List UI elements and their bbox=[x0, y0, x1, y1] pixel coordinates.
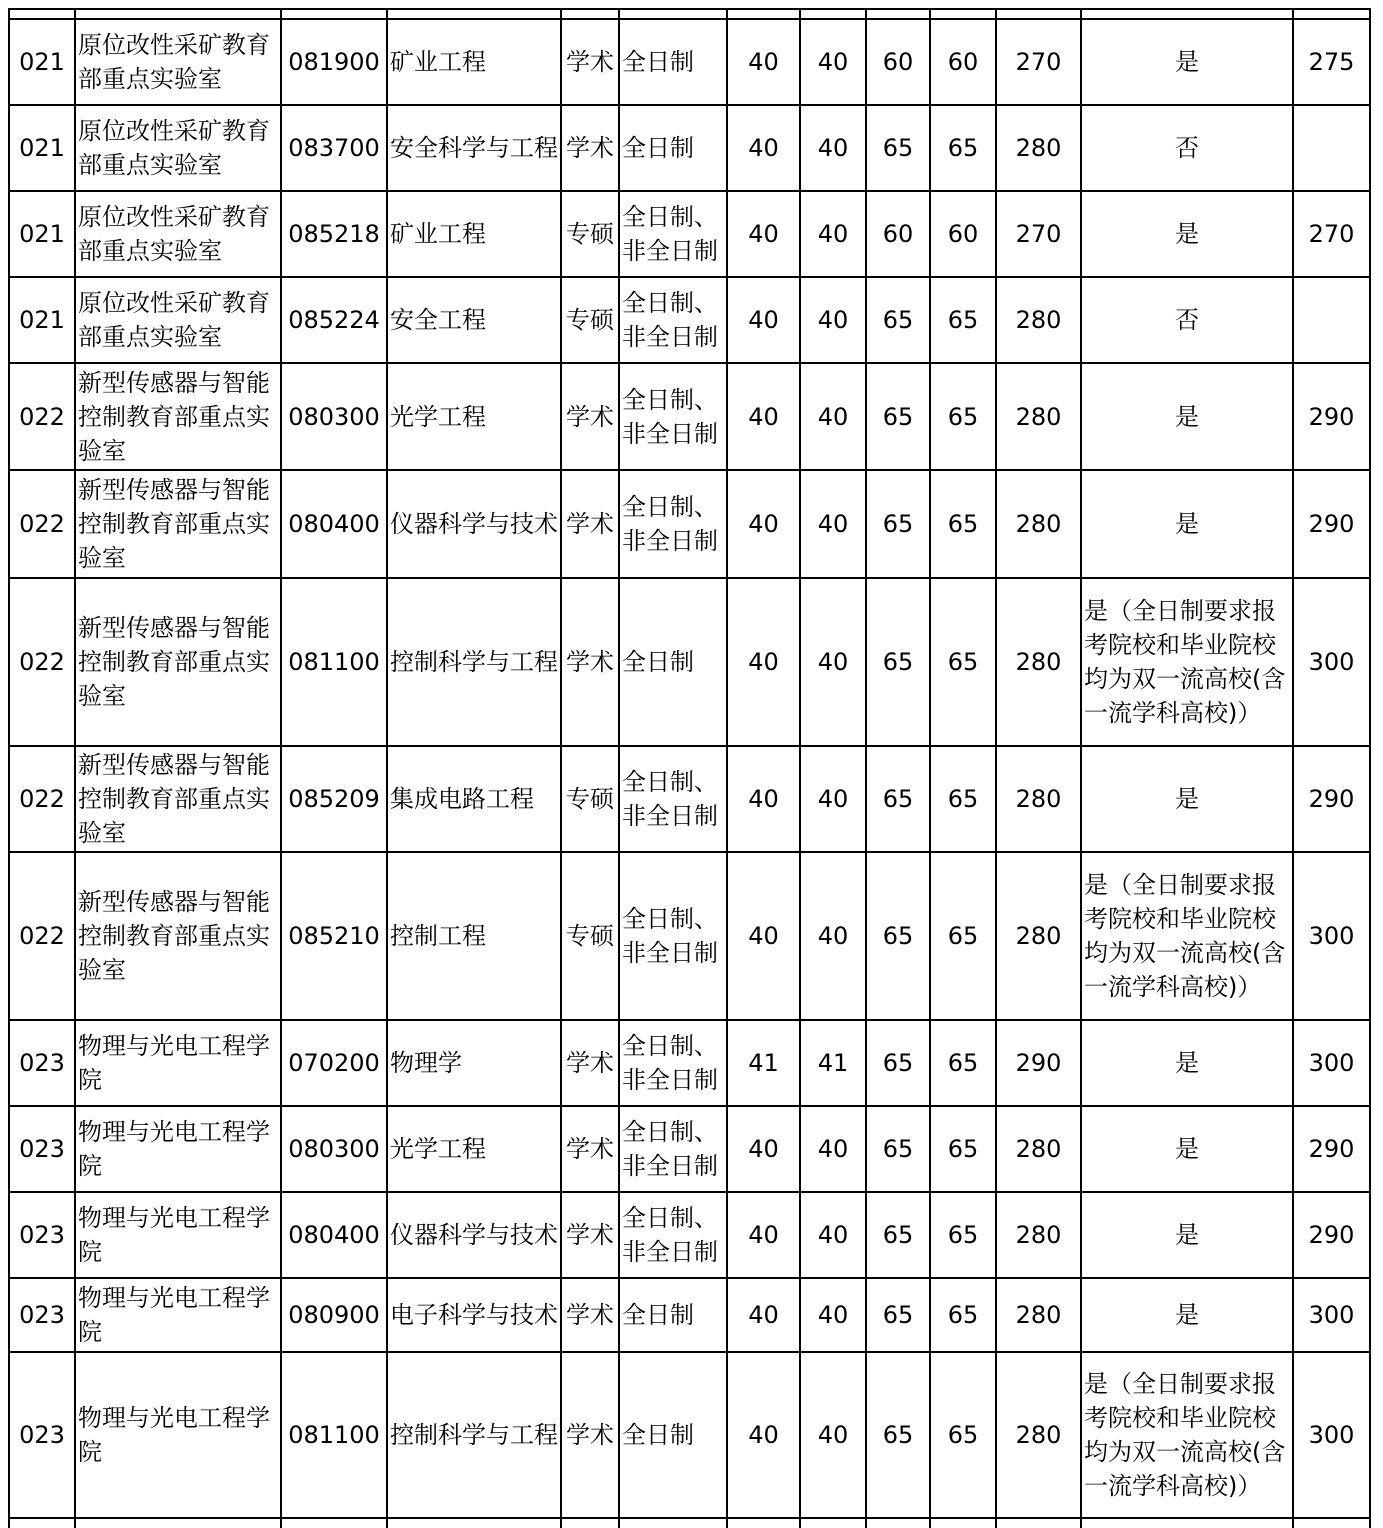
unit-name-cell: 原位改性采矿教育部重点实验室 bbox=[75, 19, 281, 105]
subject1-score-cell: 40 bbox=[727, 1192, 800, 1278]
degree-type-cell: 学术 bbox=[561, 105, 619, 191]
unit-code-cell: 022 bbox=[9, 470, 75, 578]
line-score-cell: 300 bbox=[1293, 578, 1370, 746]
unit-code-cell: 023 bbox=[9, 1020, 75, 1106]
subject2-score-cell: 40 bbox=[800, 746, 866, 852]
study-mode-cell: 全日制、非全日制 bbox=[619, 470, 727, 578]
major-name-cell: 安全科学与工程 bbox=[387, 105, 561, 191]
table-row bbox=[9, 19, 1370, 105]
subject3-score-cell: 60 bbox=[866, 191, 930, 277]
degree-type-cell: 学术 bbox=[561, 363, 619, 470]
unit-code-cell: 023 bbox=[9, 1352, 75, 1518]
subject1-score-cell: 40 bbox=[727, 852, 800, 1020]
subject2-score-cell: 40 bbox=[800, 578, 866, 746]
line-score-cell: 290 bbox=[1293, 470, 1370, 578]
degree-type-cell: 学术 bbox=[561, 1106, 619, 1192]
total-score-cell: 280 bbox=[996, 1106, 1081, 1192]
major-name-cell: 控制工程 bbox=[387, 852, 561, 1020]
adjustment-cell: 否 bbox=[1081, 105, 1293, 191]
subject3-score-cell: 65 bbox=[866, 1278, 930, 1352]
subject3-score-cell: 65 bbox=[866, 277, 930, 363]
subject3-score-cell: 65 bbox=[866, 1192, 930, 1278]
subject2-score-cell: 40 bbox=[800, 470, 866, 578]
subject3-score-cell: 65 bbox=[866, 1106, 930, 1192]
total-score-cell: 280 bbox=[996, 470, 1081, 578]
unit-code-cell: 023 bbox=[9, 1278, 75, 1352]
unit-name-cell: 原位改性采矿教育部重点实验室 bbox=[75, 277, 281, 363]
table-row bbox=[9, 470, 1370, 578]
line-score-cell: 300 bbox=[1293, 1278, 1370, 1352]
subject1-score-cell: 40 bbox=[727, 746, 800, 852]
unit-code-cell: 023 bbox=[9, 1106, 75, 1192]
line-score-cell: 300 bbox=[1293, 1352, 1370, 1518]
line-score-cell: 290 bbox=[1293, 1192, 1370, 1278]
total-score-cell: 280 bbox=[996, 1352, 1081, 1518]
score-table bbox=[8, 8, 1371, 1528]
unit-code-cell: 021 bbox=[9, 277, 75, 363]
subject3-score-cell: 65 bbox=[866, 852, 930, 1020]
total-score-cell: 280 bbox=[996, 277, 1081, 363]
adjustment-cell: 是 bbox=[1081, 19, 1293, 105]
unit-code-cell: 022 bbox=[9, 852, 75, 1020]
line-score-cell bbox=[1293, 277, 1370, 363]
major-code-cell: 085210 bbox=[281, 852, 387, 1020]
adjustment-cell: 是 bbox=[1081, 1278, 1293, 1352]
study-mode-cell: 全日制、非全日制 bbox=[619, 1106, 727, 1192]
total-score-cell: 270 bbox=[996, 19, 1081, 105]
subject2-score-cell: 40 bbox=[800, 1106, 866, 1192]
unit-name-cell: 原位改性采矿教育部重点实验室 bbox=[75, 105, 281, 191]
subject2-score-cell: 40 bbox=[800, 19, 866, 105]
major-code-cell: 070200 bbox=[281, 1020, 387, 1106]
major-code-cell: 081100 bbox=[281, 1352, 387, 1518]
adjustment-cell: 是 bbox=[1081, 1020, 1293, 1106]
subject1-score-cell: 40 bbox=[727, 470, 800, 578]
table-row-top-cut bbox=[9, 9, 1370, 19]
total-score-cell: 280 bbox=[996, 1278, 1081, 1352]
study-mode-cell: 全日制 bbox=[619, 1278, 727, 1352]
study-mode-cell: 全日制、非全日制 bbox=[619, 277, 727, 363]
line-score-cell bbox=[1293, 105, 1370, 191]
total-score-cell: 270 bbox=[996, 191, 1081, 277]
line-score-cell: 300 bbox=[1293, 852, 1370, 1020]
subject1-score-cell: 40 bbox=[727, 1352, 800, 1518]
major-code-cell: 080400 bbox=[281, 1192, 387, 1278]
degree-type-cell: 学术 bbox=[561, 578, 619, 746]
degree-type-cell: 学术 bbox=[561, 1278, 619, 1352]
line-score-cell: 290 bbox=[1293, 746, 1370, 852]
unit-code-cell: 021 bbox=[9, 191, 75, 277]
subject2-score-cell: 40 bbox=[800, 1352, 866, 1518]
adjustment-cell: 是 bbox=[1081, 1192, 1293, 1278]
subject2-score-cell: 40 bbox=[800, 363, 866, 470]
total-score-cell: 280 bbox=[996, 578, 1081, 746]
adjustment-cell: 是（全日制要求报考院校和毕业院校均为双一流高校(含一流学科高校)） bbox=[1081, 852, 1293, 1020]
table-row bbox=[9, 277, 1370, 363]
table-row bbox=[9, 852, 1370, 1020]
table-row bbox=[9, 105, 1370, 191]
subject2-score-cell: 40 bbox=[800, 105, 866, 191]
major-code-cell: 080400 bbox=[281, 470, 387, 578]
subject1-score-cell: 40 bbox=[727, 105, 800, 191]
subject2-score-cell: 40 bbox=[800, 1278, 866, 1352]
table-row bbox=[9, 191, 1370, 277]
adjustment-cell: 是 bbox=[1081, 191, 1293, 277]
subject2-score-cell: 40 bbox=[800, 852, 866, 1020]
study-mode-cell: 全日制、非全日制 bbox=[619, 363, 727, 470]
subject2-score-cell: 41 bbox=[800, 1020, 866, 1106]
study-mode-cell: 全日制、非全日制 bbox=[619, 191, 727, 277]
subject2-score-cell: 40 bbox=[800, 1192, 866, 1278]
total-score-cell: 280 bbox=[996, 1192, 1081, 1278]
major-code-cell: 080900 bbox=[281, 1278, 387, 1352]
unit-name-cell: 新型传感器与智能控制教育部重点实验室 bbox=[75, 578, 281, 746]
total-score-cell: 290 bbox=[996, 1020, 1081, 1106]
unit-name-cell: 原位改性采矿教育部重点实验室 bbox=[75, 191, 281, 277]
unit-name-cell: 物理与光电工程学院 bbox=[75, 1020, 281, 1106]
line-score-cell: 290 bbox=[1293, 1106, 1370, 1192]
total-score-cell: 280 bbox=[996, 363, 1081, 470]
unit-code-cell: 022 bbox=[9, 363, 75, 470]
major-code-cell: 085209 bbox=[281, 746, 387, 852]
subject1-score-cell: 41 bbox=[727, 1020, 800, 1106]
degree-type-cell: 专硕 bbox=[561, 191, 619, 277]
major-name-cell: 矿业工程 bbox=[387, 19, 561, 105]
adjustment-cell: 是（全日制要求报考院校和毕业院校均为双一流高校(含一流学科高校)） bbox=[1081, 578, 1293, 746]
study-mode-cell: 全日制、非全日制 bbox=[619, 1020, 727, 1106]
major-name-cell: 光学工程 bbox=[387, 363, 561, 470]
unit-name-cell: 物理与光电工程学院 bbox=[75, 1106, 281, 1192]
total-score-cell: 280 bbox=[996, 852, 1081, 1020]
unit-name-cell: 物理与光电工程学院 bbox=[75, 1278, 281, 1352]
subject3-score-cell: 65 bbox=[866, 1020, 930, 1106]
subject4-score-cell: 60 bbox=[930, 191, 996, 277]
subject4-score-cell: 65 bbox=[930, 1278, 996, 1352]
subject4-score-cell: 65 bbox=[930, 746, 996, 852]
degree-type-cell: 学术 bbox=[561, 19, 619, 105]
unit-name-cell: 物理与光电工程学院 bbox=[75, 1192, 281, 1278]
major-name-cell: 光学工程 bbox=[387, 1106, 561, 1192]
major-name-cell: 集成电路工程 bbox=[387, 746, 561, 852]
major-name-cell: 安全工程 bbox=[387, 277, 561, 363]
subject2-score-cell: 40 bbox=[800, 191, 866, 277]
subject4-score-cell: 65 bbox=[930, 363, 996, 470]
table-row bbox=[9, 1020, 1370, 1106]
subject3-score-cell: 65 bbox=[866, 578, 930, 746]
table-row bbox=[9, 578, 1370, 746]
adjustment-cell: 是 bbox=[1081, 1106, 1293, 1192]
subject4-score-cell: 65 bbox=[930, 1192, 996, 1278]
unit-name-cell: 新型传感器与智能控制教育部重点实验室 bbox=[75, 470, 281, 578]
unit-code-cell: 021 bbox=[9, 105, 75, 191]
subject4-score-cell: 65 bbox=[930, 1020, 996, 1106]
subject4-score-cell: 65 bbox=[930, 852, 996, 1020]
study-mode-cell: 全日制 bbox=[619, 19, 727, 105]
subject1-score-cell: 40 bbox=[727, 191, 800, 277]
degree-type-cell: 学术 bbox=[561, 1192, 619, 1278]
unit-name-cell: 新型传感器与智能控制教育部重点实验室 bbox=[75, 363, 281, 470]
subject4-score-cell: 65 bbox=[930, 277, 996, 363]
table-row bbox=[9, 1192, 1370, 1278]
subject4-score-cell: 65 bbox=[930, 1106, 996, 1192]
major-name-cell: 仪器科学与技术 bbox=[387, 1192, 561, 1278]
major-code-cell: 081900 bbox=[281, 19, 387, 105]
subject3-score-cell: 65 bbox=[866, 1352, 930, 1518]
major-name-cell: 电子科学与技术 bbox=[387, 1278, 561, 1352]
major-name-cell: 控制科学与工程 bbox=[387, 1352, 561, 1518]
major-name-cell: 仪器科学与技术 bbox=[387, 470, 561, 578]
adjustment-cell: 否 bbox=[1081, 277, 1293, 363]
subject3-score-cell: 65 bbox=[866, 105, 930, 191]
line-score-cell: 290 bbox=[1293, 363, 1370, 470]
adjustment-cell: 是（全日制要求报考院校和毕业院校均为双一流高校(含一流学科高校)） bbox=[1081, 1352, 1293, 1518]
subject1-score-cell: 40 bbox=[727, 578, 800, 746]
subject1-score-cell: 40 bbox=[727, 363, 800, 470]
subject2-score-cell: 40 bbox=[800, 277, 866, 363]
study-mode-cell: 全日制 bbox=[619, 1352, 727, 1518]
major-name-cell: 物理学 bbox=[387, 1020, 561, 1106]
degree-type-cell: 专硕 bbox=[561, 277, 619, 363]
study-mode-cell: 全日制 bbox=[619, 105, 727, 191]
major-code-cell: 080300 bbox=[281, 1106, 387, 1192]
degree-type-cell: 专硕 bbox=[561, 746, 619, 852]
table-row bbox=[9, 746, 1370, 852]
unit-code-cell: 022 bbox=[9, 746, 75, 852]
subject4-score-cell: 65 bbox=[930, 578, 996, 746]
major-code-cell: 080300 bbox=[281, 363, 387, 470]
study-mode-cell: 全日制、非全日制 bbox=[619, 852, 727, 1020]
total-score-cell: 280 bbox=[996, 746, 1081, 852]
degree-type-cell: 学术 bbox=[561, 1020, 619, 1106]
adjustment-cell: 是 bbox=[1081, 746, 1293, 852]
table-row bbox=[9, 1352, 1370, 1518]
subject4-score-cell: 65 bbox=[930, 470, 996, 578]
major-name-cell: 控制科学与工程 bbox=[387, 578, 561, 746]
unit-code-cell: 021 bbox=[9, 19, 75, 105]
adjustment-cell: 是 bbox=[1081, 363, 1293, 470]
subject4-score-cell: 65 bbox=[930, 105, 996, 191]
major-code-cell: 083700 bbox=[281, 105, 387, 191]
line-score-cell: 275 bbox=[1293, 19, 1370, 105]
unit-code-cell: 023 bbox=[9, 1192, 75, 1278]
subject3-score-cell: 65 bbox=[866, 470, 930, 578]
subject3-score-cell: 65 bbox=[866, 363, 930, 470]
degree-type-cell: 学术 bbox=[561, 1352, 619, 1518]
line-score-cell: 300 bbox=[1293, 1020, 1370, 1106]
total-score-cell: 280 bbox=[996, 105, 1081, 191]
table-row bbox=[9, 1106, 1370, 1192]
unit-name-cell: 新型传感器与智能控制教育部重点实验室 bbox=[75, 746, 281, 852]
major-name-cell: 矿业工程 bbox=[387, 191, 561, 277]
table-row bbox=[9, 1278, 1370, 1352]
table-row bbox=[9, 363, 1370, 470]
subject4-score-cell: 65 bbox=[930, 1352, 996, 1518]
unit-name-cell: 新型传感器与智能控制教育部重点实验室 bbox=[75, 852, 281, 1020]
unit-name-cell: 物理与光电工程学院 bbox=[75, 1352, 281, 1518]
line-score-cell: 270 bbox=[1293, 191, 1370, 277]
subject4-score-cell: 60 bbox=[930, 19, 996, 105]
subject1-score-cell: 40 bbox=[727, 1106, 800, 1192]
major-code-cell: 081100 bbox=[281, 578, 387, 746]
degree-type-cell: 专硕 bbox=[561, 852, 619, 1020]
subject3-score-cell: 65 bbox=[866, 746, 930, 852]
subject1-score-cell: 40 bbox=[727, 277, 800, 363]
subject1-score-cell: 40 bbox=[727, 1278, 800, 1352]
study-mode-cell: 全日制 bbox=[619, 578, 727, 746]
subject1-score-cell: 40 bbox=[727, 19, 800, 105]
unit-code-cell: 022 bbox=[9, 578, 75, 746]
study-mode-cell: 全日制、非全日制 bbox=[619, 1192, 727, 1278]
subject3-score-cell: 60 bbox=[866, 19, 930, 105]
adjustment-cell: 是 bbox=[1081, 470, 1293, 578]
major-code-cell: 085218 bbox=[281, 191, 387, 277]
study-mode-cell: 全日制、非全日制 bbox=[619, 746, 727, 852]
degree-type-cell: 学术 bbox=[561, 470, 619, 578]
major-code-cell: 085224 bbox=[281, 277, 387, 363]
